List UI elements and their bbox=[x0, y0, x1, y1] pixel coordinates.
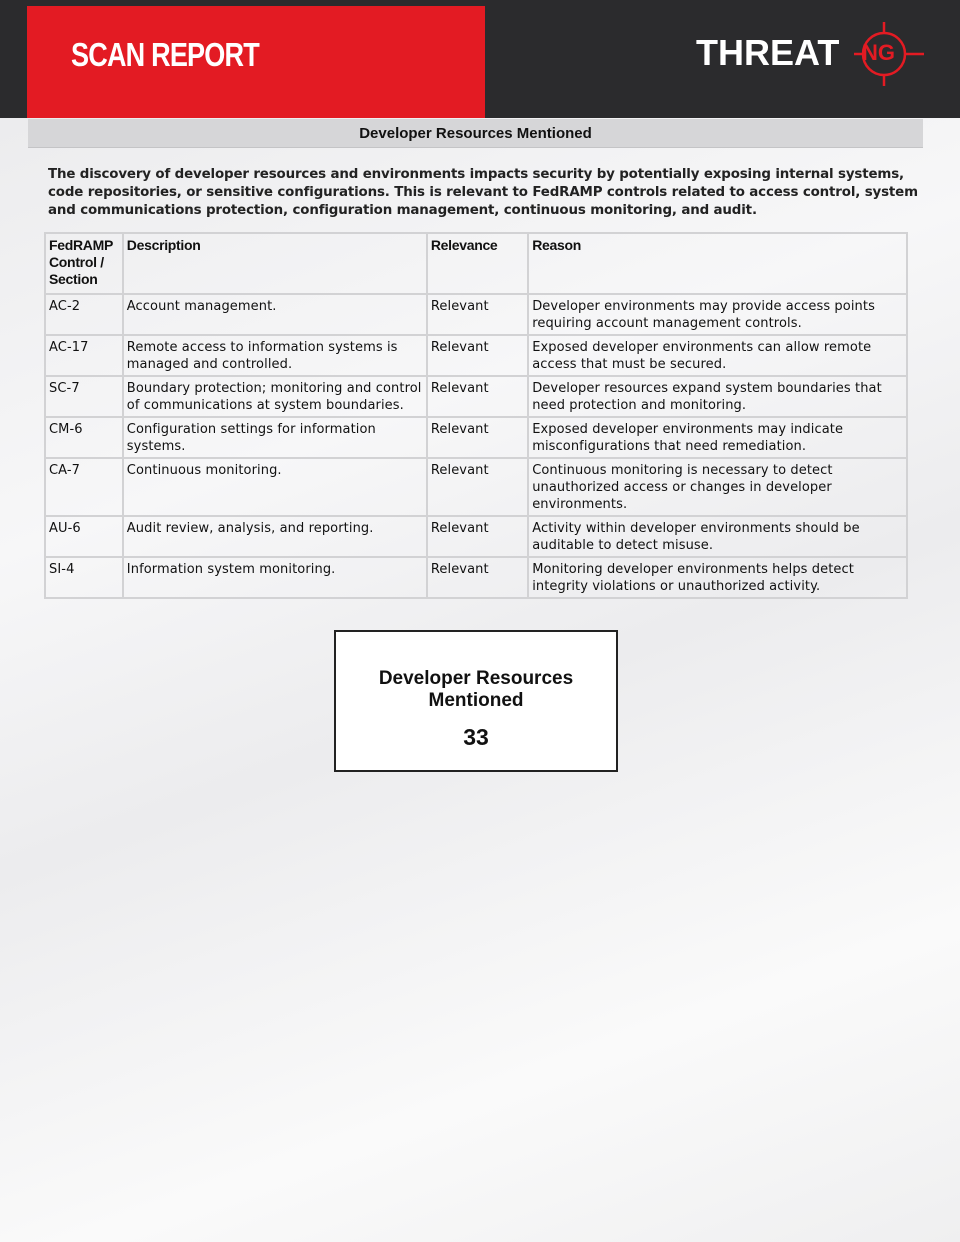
cell-reason: Developer environments may provide access points requiring account management controls. bbox=[528, 294, 907, 335]
section-title: Developer Resources Mentioned bbox=[359, 124, 592, 142]
table-row bbox=[45, 516, 907, 557]
column-header-description: Description bbox=[123, 233, 427, 294]
cell-description: Remote access to information systems is managed and controlled. bbox=[123, 335, 427, 376]
cell-control: CM-6 bbox=[45, 417, 123, 458]
cell-relevance: Relevant bbox=[427, 376, 528, 417]
cell-control: SI-4 bbox=[45, 557, 123, 598]
table-row bbox=[45, 335, 907, 376]
cell-description: Information system monitoring. bbox=[123, 557, 427, 598]
section-header-bar bbox=[28, 119, 923, 148]
column-header-control: FedRAMP Control / Section bbox=[45, 233, 123, 294]
cell-reason: Activity within developer environments should be auditable to detect misuse. bbox=[528, 516, 907, 557]
stat-label: Developer Resources Mentioned bbox=[378, 668, 574, 711]
logo-text: THREAT bbox=[696, 32, 840, 73]
stat-summary-box bbox=[334, 630, 618, 772]
header-title-block bbox=[27, 6, 485, 118]
cell-relevance: Relevant bbox=[427, 557, 528, 598]
cell-relevance: Relevant bbox=[427, 516, 528, 557]
cell-reason: Continuous monitoring is necessary to detect unauthorized access or changes in developer environments. bbox=[528, 458, 907, 516]
table-row bbox=[45, 376, 907, 417]
fedramp-controls-table bbox=[44, 232, 908, 599]
table-header-row bbox=[45, 233, 907, 294]
table-row bbox=[45, 458, 907, 516]
cell-reason: Exposed developer environments may indicate misconfigurations that need remediation. bbox=[528, 417, 907, 458]
cell-control: AC-17 bbox=[45, 335, 123, 376]
cell-relevance: Relevant bbox=[427, 458, 528, 516]
report-header bbox=[0, 0, 960, 118]
table-row bbox=[45, 417, 907, 458]
cell-description: Audit review, analysis, and reporting. bbox=[123, 516, 427, 557]
cell-relevance: Relevant bbox=[427, 417, 528, 458]
cell-description: Account management. bbox=[123, 294, 427, 335]
cell-control: AC-2 bbox=[45, 294, 123, 335]
column-header-reason: Reason bbox=[528, 233, 907, 294]
cell-description: Continuous monitoring. bbox=[123, 458, 427, 516]
cell-reason: Exposed developer environments can allow remote access that must be secured. bbox=[528, 335, 907, 376]
cell-control: CA-7 bbox=[45, 458, 123, 516]
cell-control: SC-7 bbox=[45, 376, 123, 417]
column-header-relevance: Relevance bbox=[427, 233, 528, 294]
cell-reason: Developer resources expand system boundaries that need protection and monitoring. bbox=[528, 376, 907, 417]
intro-paragraph: The discovery of developer resources and environments impacts security by potentially exposing internal systems, code repositories, or sensitive configurations. This is relevant to FedRAMP controls related to access control, system and communications protection, configuration management, continuous monitoring, and audit. bbox=[48, 167, 918, 218]
cell-reason: Monitoring developer environments helps detect integrity violations or unauthorized activity. bbox=[528, 557, 907, 598]
cell-control: AU-6 bbox=[45, 516, 123, 557]
cell-relevance: Relevant bbox=[427, 294, 528, 335]
logo-ng-text: NG bbox=[862, 40, 895, 65]
threatng-logo bbox=[696, 22, 928, 86]
stat-value: 33 bbox=[463, 724, 489, 750]
cell-relevance: Relevant bbox=[427, 335, 528, 376]
table-row bbox=[45, 294, 907, 335]
cell-description: Boundary protection; monitoring and control of communications at system boundaries. bbox=[123, 376, 427, 417]
cell-description: Configuration settings for information systems. bbox=[123, 417, 427, 458]
table-row bbox=[45, 557, 907, 598]
report-title: SCAN REPORT bbox=[71, 36, 259, 73]
